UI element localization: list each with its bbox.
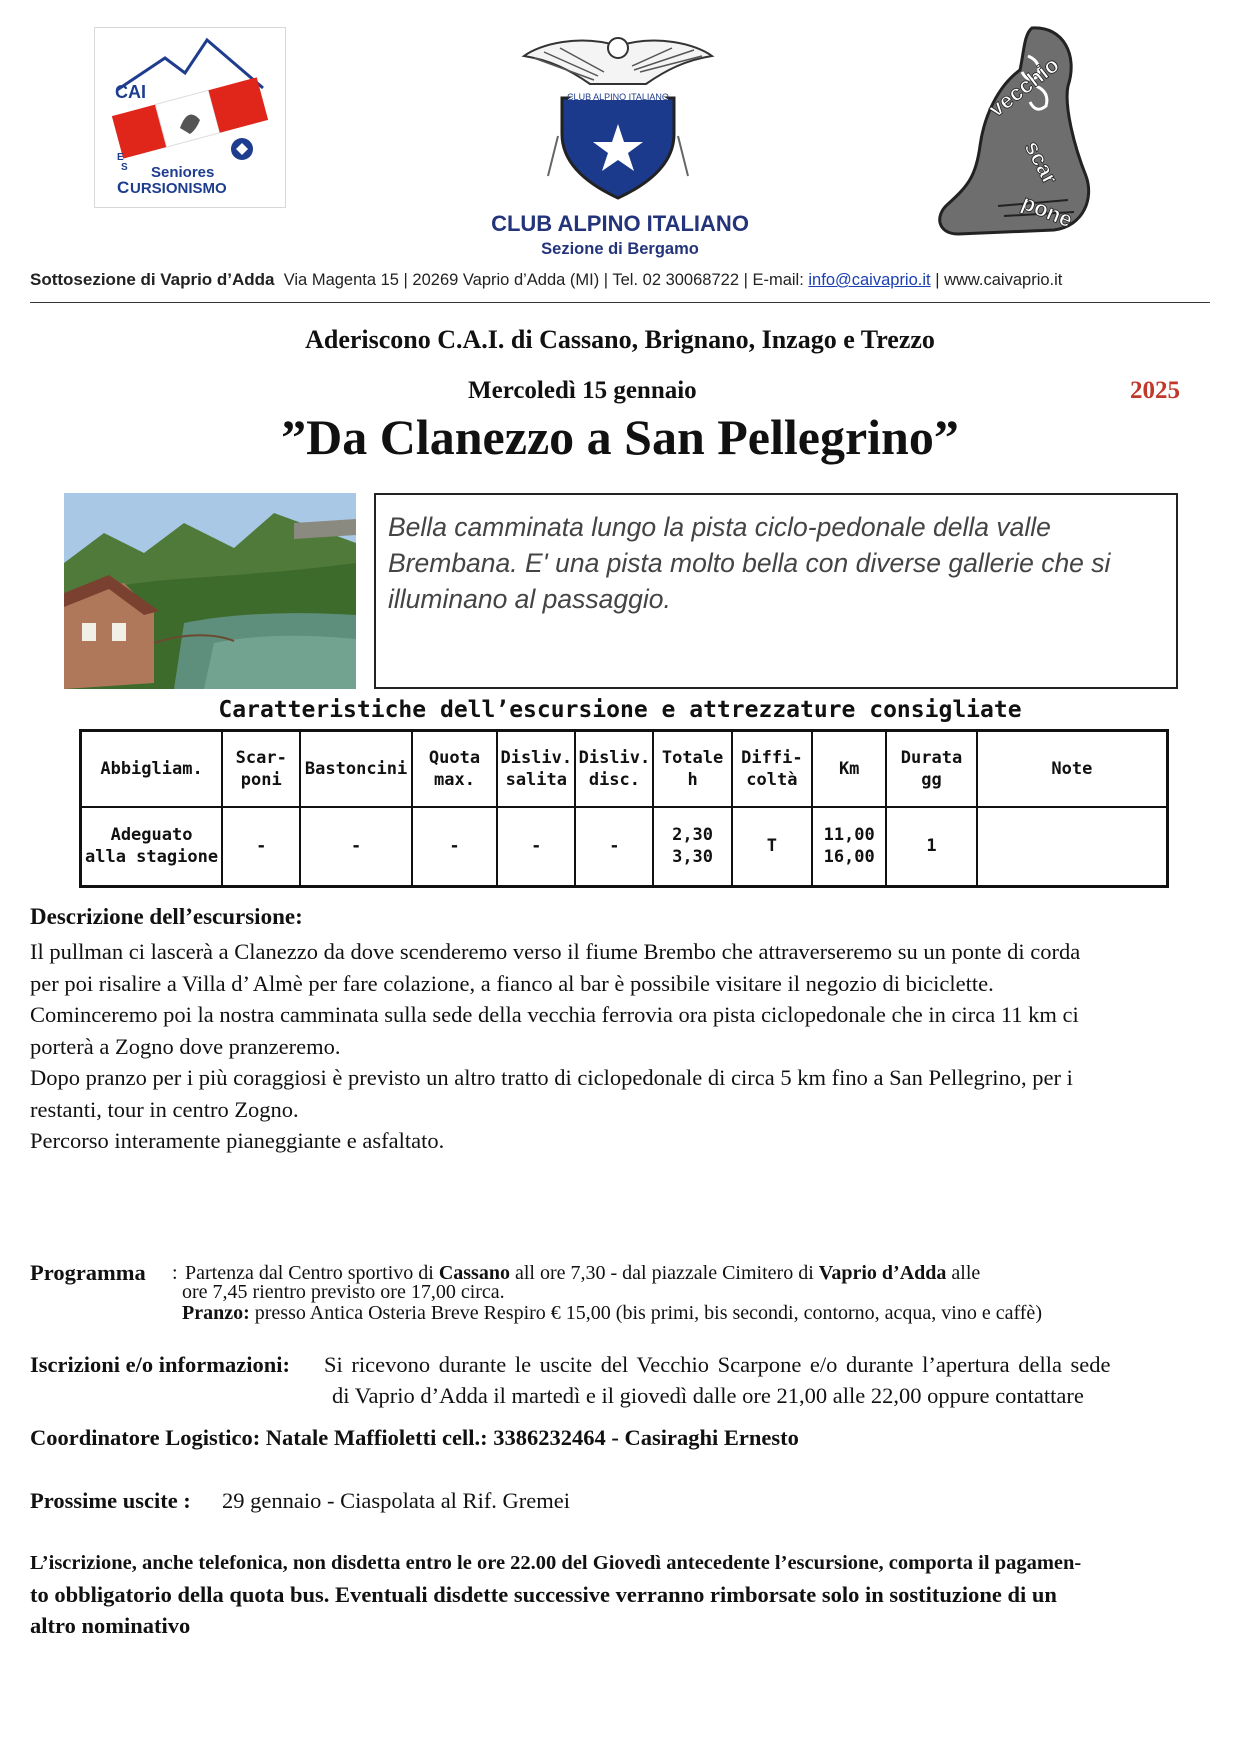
header-difficolta: Diffi- coltà bbox=[732, 731, 812, 807]
cell-abbigliamento: Adeguato alla stagione bbox=[81, 807, 223, 887]
website-text: | www.caivaprio.it bbox=[935, 271, 1063, 289]
table-header-row bbox=[81, 731, 1168, 807]
notice-line: to obbligatorio della quota bus. Eventuali disdette successive verranno rimborsate solo in sostituzione di un bbox=[30, 1582, 1057, 1607]
svg-text:S: S bbox=[121, 162, 128, 173]
river-valley-image bbox=[64, 493, 356, 689]
next-outings-label: Prossime uscite : bbox=[30, 1488, 191, 1513]
vecchio-scarpone-logo bbox=[928, 26, 1108, 238]
registration-label: Iscrizioni e/o informazioni: bbox=[30, 1352, 290, 1377]
header-durata: Durata gg bbox=[886, 731, 976, 807]
header-totale-h: Totale h bbox=[653, 731, 731, 807]
header-abbigliamento: Abbigliam. bbox=[81, 731, 223, 807]
email-link[interactable]: info@caivaprio.it bbox=[808, 271, 931, 289]
subsection-name: Vaprio d’Adda bbox=[160, 270, 275, 289]
svg-text:C: C bbox=[117, 178, 130, 197]
table-row bbox=[81, 807, 1168, 887]
logo-vecchio-text: vecchio bbox=[983, 51, 1064, 122]
header-bastoncini: Bastoncini bbox=[300, 731, 411, 807]
registration-line-2: di Vaprio d’Adda il martedì e il giovedì dalle ore 21,00 alle 22,00 oppure contattare bbox=[332, 1383, 1084, 1408]
boot-icon bbox=[928, 26, 1108, 238]
header-divider bbox=[30, 302, 1210, 303]
description-line: porterà a Zogno dove pranzeremo. bbox=[30, 1033, 341, 1059]
cell-difficolta: T bbox=[732, 807, 812, 887]
logo-pone-text: pone bbox=[1018, 189, 1077, 233]
adherence-line: Aderiscono C.A.I. di Cassano, Brignano, Inzago e Trezzo bbox=[305, 325, 935, 354]
mountain-flag-icon bbox=[95, 28, 285, 207]
logo-scar-text: scar bbox=[1019, 136, 1063, 189]
cancellation-notice bbox=[30, 1548, 1210, 1641]
cell-totale-h: 2,30 3,30 bbox=[653, 807, 731, 887]
landscape-photo bbox=[64, 493, 356, 689]
description-line: restanti, tour in centro Zogno. bbox=[30, 1096, 299, 1122]
page-title: ”Da Clanezzo a San Pellegrino” bbox=[281, 409, 959, 465]
description-line: Cominceremo poi la nostra camminata sulla sede della vecchia ferrovia ora pista ciclopedonale che in circa 11 km ci bbox=[30, 1002, 1079, 1027]
header-note: Note bbox=[977, 731, 1168, 807]
header-km: Km bbox=[812, 731, 886, 807]
header-quota-max: Quota max. bbox=[412, 731, 497, 807]
coordinator-line: Coordinatore Logistico: Natale Maffioletti cell.: 3386232464 - Casiraghi Ernesto bbox=[30, 1425, 799, 1450]
header-disliv-salita: Disliv. salita bbox=[497, 731, 575, 807]
subsection-label: Sottosezione di bbox=[30, 270, 156, 289]
next-outings-value: 29 gennaio - Ciaspolata al Rif. Gremei bbox=[222, 1488, 571, 1513]
description-body bbox=[30, 936, 1220, 1157]
notice-line: altro nominativo bbox=[30, 1613, 191, 1638]
logo-es-text: E bbox=[117, 152, 124, 163]
registration-line-1: Si ricevono durante le uscite del Vecchio Scarpone e/o durante l’apertura della sede bbox=[324, 1352, 1111, 1377]
event-date: Mercoledì 15 gennaio bbox=[468, 377, 697, 404]
description-heading: Descrizione dell’escursione: bbox=[30, 904, 303, 929]
header-scarponi: Scar- poni bbox=[222, 731, 300, 807]
event-year: 2025 bbox=[1130, 377, 1180, 404]
cai-eagle-emblem bbox=[520, 26, 716, 206]
cell-note bbox=[977, 807, 1168, 887]
program-label: Programma bbox=[30, 1260, 146, 1285]
address-text: Via Magenta 15 | 20269 Vaprio d’Adda (MI) | Tel. 02 30068722 | E-mail: bbox=[283, 271, 804, 289]
program-colon: : bbox=[172, 1262, 178, 1284]
specs-table-title: Caratteristiche dell’escursione e attrezzature consigliate bbox=[218, 697, 1022, 723]
cell-scarponi: - bbox=[222, 807, 300, 887]
description-line: Il pullman ci lascerà a Clanezzo da dove scenderemo verso il fiume Brembo che attraverseremo su un ponte di corda bbox=[30, 939, 1081, 964]
specs-table bbox=[79, 729, 1169, 888]
header-disliv-disc: Disliv. disc. bbox=[575, 731, 653, 807]
cell-durata: 1 bbox=[886, 807, 976, 887]
program-line-2: ore 7,45 rientro previsto ore 17,00 circa. bbox=[182, 1281, 505, 1303]
contact-line bbox=[30, 270, 1230, 290]
eagle-shield-icon bbox=[520, 26, 716, 206]
cell-bastoncini: - bbox=[300, 807, 411, 887]
emblem-ring-text: CLUB ALPINO ITALIANO bbox=[567, 92, 669, 102]
program-line-1: Partenza dal Centro sportivo di Cassano all ore 7,30 - dal piazzale Cimitero di Vaprio d’Adda alle bbox=[185, 1262, 981, 1284]
description-line: Percorso interamente pianeggiante e asfaltato. bbox=[30, 1128, 445, 1153]
cell-quota-max: - bbox=[412, 807, 497, 887]
cell-disliv-salita: - bbox=[497, 807, 575, 887]
cell-km: 11,00 16,00 bbox=[812, 807, 886, 887]
program-lunch-line: Pranzo: presso Antica Osteria Breve Respiro € 15,00 (bis primi, bis secondi, contorno, acqua, vino e caffè) bbox=[182, 1302, 1042, 1324]
cai-seniores-logo bbox=[94, 27, 286, 208]
description-line: per poi risalire a Villa d’ Almè per fare colazione, a fianco al bar è possibile visitare il negozio di biciclette. bbox=[30, 970, 994, 996]
club-section: Sezione di Bergamo bbox=[541, 240, 699, 258]
intro-box bbox=[374, 493, 1178, 689]
club-name: CLUB ALPINO ITALIANO bbox=[491, 211, 749, 236]
logo-cursionismo-text: URSIONISMO bbox=[130, 180, 227, 197]
cell-disliv-disc: - bbox=[575, 807, 653, 887]
intro-text: Bella camminata lungo la pista ciclo-pedonale della valle Brembana. E' una pista molto bella con diverse gallerie che si illuminano al passaggio. bbox=[388, 512, 1111, 614]
notice-line: L’iscrizione, anche telefonica, non disdetta entro le ore 22.00 del Giovedì antecedente l’escursione, comporta il pagamen- bbox=[30, 1552, 1082, 1574]
logo-cai-text: CAI bbox=[115, 82, 146, 102]
description-line: Dopo pranzo per i più coraggiosi è previsto un altro tratto di ciclopedonale di circa 5 km fino a San Pellegrino, per i bbox=[30, 1065, 1073, 1090]
logo-seniores-text: Seniores bbox=[151, 164, 215, 181]
